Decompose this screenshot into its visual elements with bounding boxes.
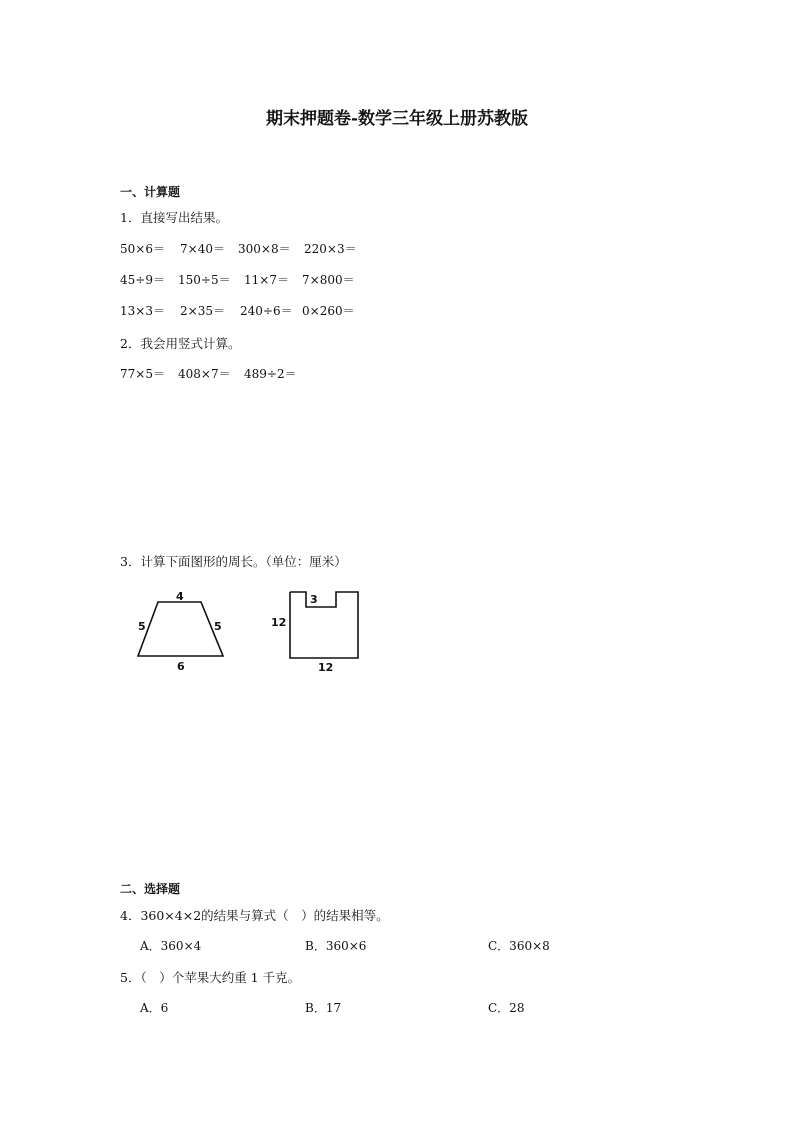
- page-title: 期末押题卷-数学三年级上册苏教版: [265, 109, 529, 129]
- question-1: 1．直接写出结果。: [120, 210, 228, 225]
- expr: 300×8＝: [238, 242, 291, 256]
- question-3: 3．计算下面图形的周长。（单位：厘米）: [120, 554, 347, 569]
- question-5: 5．（ ）个苹果大约重 1 千克。: [120, 970, 301, 985]
- q4-option-c: C．360×8: [488, 939, 550, 953]
- expr: 7×800＝: [302, 273, 355, 287]
- expr: 77×5＝: [120, 367, 165, 381]
- q4-option-b: B．360×6: [305, 939, 367, 953]
- expr: 7×40＝: [180, 242, 225, 256]
- question-4: 4．360×4×2的结果与算式（ ）的结果相等。: [120, 908, 389, 923]
- section-heading-choice: 二、选择题: [120, 882, 181, 896]
- expr: 220×3＝: [304, 242, 357, 256]
- trapezoid-bottom-label: 6: [177, 660, 185, 673]
- q5-option-c: C．28: [488, 1001, 525, 1015]
- notched-square-shape: [290, 592, 358, 658]
- expr: 45÷9＝: [120, 273, 165, 287]
- expr: 50×6＝: [120, 242, 165, 256]
- expr: 0×260＝: [302, 304, 355, 318]
- q5-option-a: A．6: [140, 1001, 169, 1015]
- expr: 11×7＝: [244, 273, 289, 287]
- trapezoid-figure: [128, 584, 238, 676]
- expr: 489÷2＝: [244, 367, 297, 381]
- trapezoid-left-label: 5: [138, 620, 146, 633]
- expr: 13×3＝: [120, 304, 165, 318]
- trapezoid-right-label: 5: [214, 620, 222, 633]
- bottom-label: 12: [318, 661, 334, 674]
- q5-option-b: B．17: [305, 1001, 342, 1015]
- side-label: 12: [271, 616, 287, 629]
- notched-square-figure: [268, 584, 368, 676]
- expr: 240÷6＝: [240, 304, 293, 318]
- expr: 150÷5＝: [178, 273, 231, 287]
- question-2: 2．我会用竖式计算。: [120, 336, 241, 351]
- q4-option-a: A．360×4: [140, 939, 202, 953]
- notch-label: 3: [310, 593, 318, 606]
- section-heading-calculation: 一、计算题: [120, 185, 181, 199]
- trapezoid-shape: [138, 602, 223, 656]
- expr: 2×35＝: [180, 304, 225, 318]
- expr: 408×7＝: [178, 367, 231, 381]
- trapezoid-top-label: 4: [176, 590, 184, 603]
